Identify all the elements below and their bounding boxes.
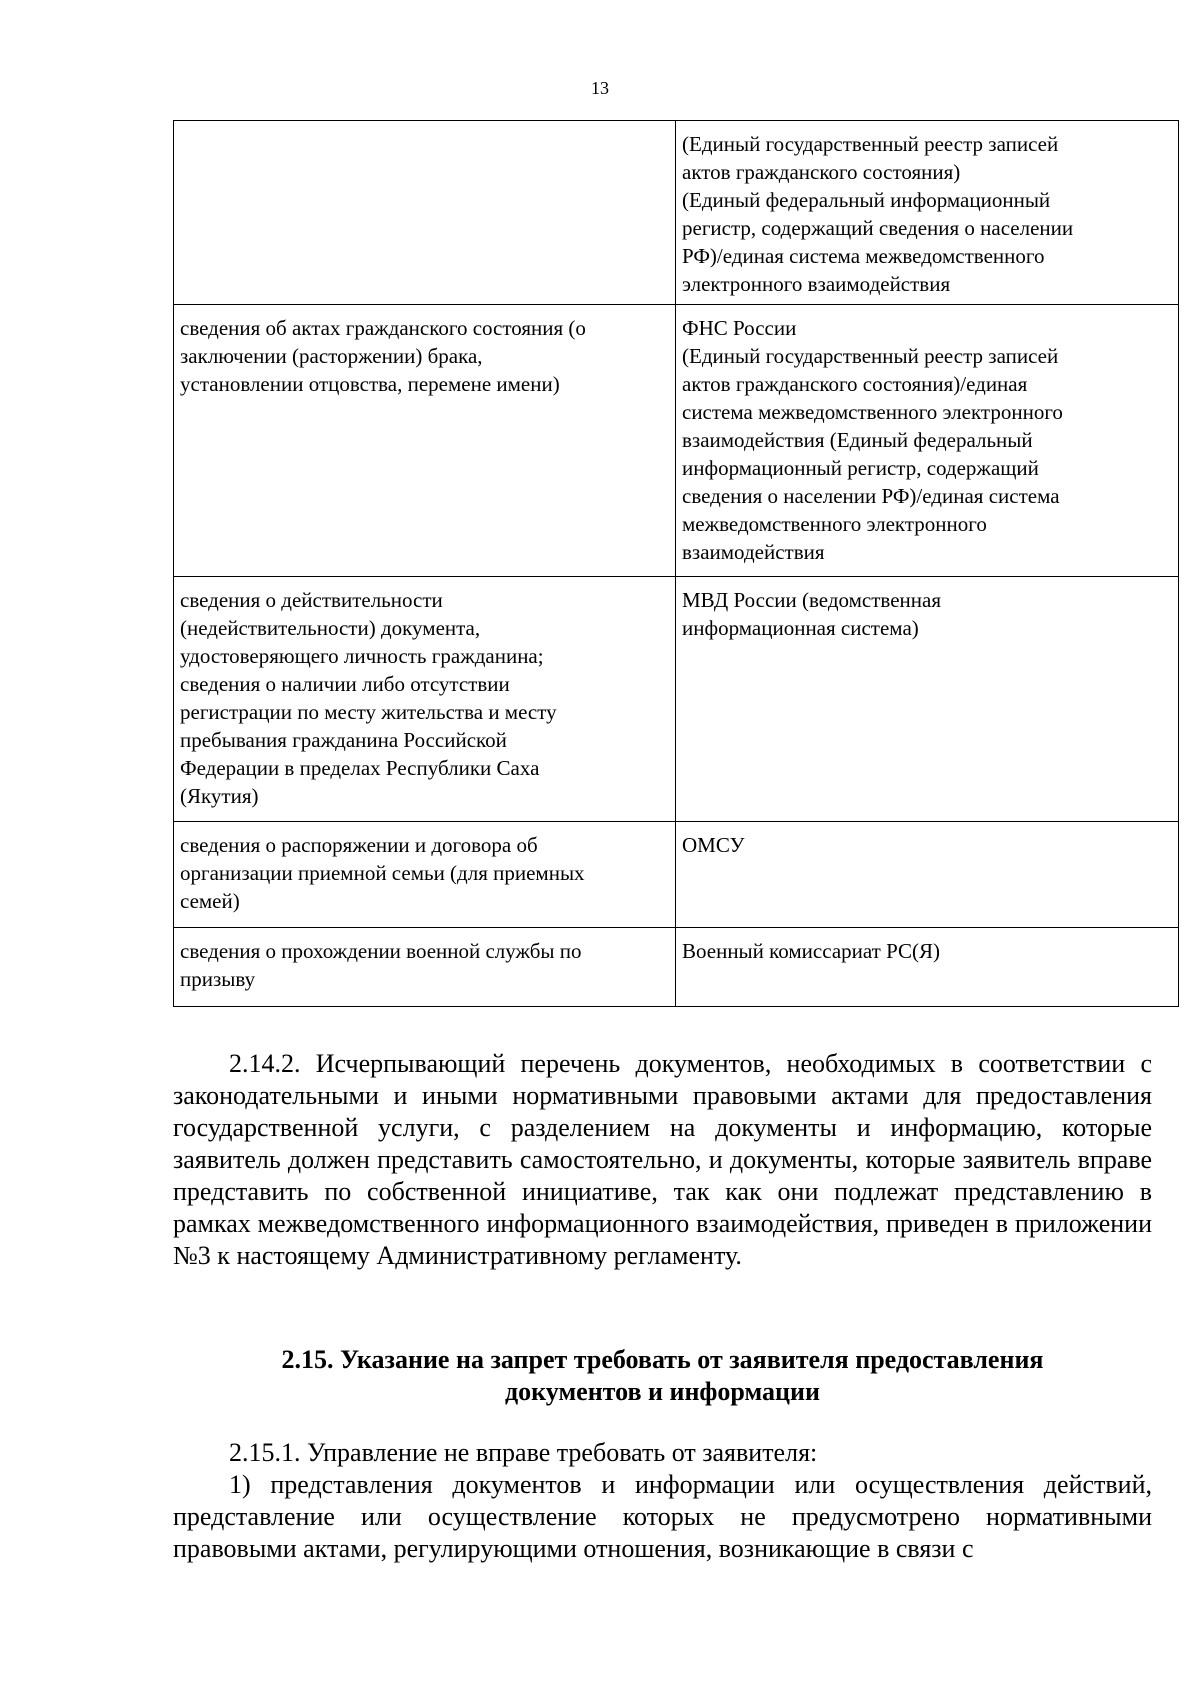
table-row xyxy=(174,822,1179,928)
table-cell-source xyxy=(676,822,1179,928)
page-number: 13 xyxy=(591,78,609,98)
cell-text-line: актов гражданского состояния)/единая xyxy=(682,372,1028,396)
cell-text-line: РФ)/единая система межведомственного xyxy=(682,244,1045,268)
cell-text-line: заключении (расторжении) брака, xyxy=(180,344,483,368)
cell-text-line: сведения о действительности xyxy=(180,588,443,612)
cell-text-line: семей) xyxy=(180,889,240,913)
table-cell-information xyxy=(174,121,676,305)
cell-text-line: система межведомственного электронного xyxy=(682,400,1063,424)
cell-text-line: регистрации по месту жительства и месту xyxy=(180,700,557,724)
table-cell-information xyxy=(174,577,676,822)
cell-text-line: электронного взаимодействия xyxy=(682,272,951,296)
cell-text-line: Военный комиссариат РС(Я) xyxy=(682,939,941,963)
table-row xyxy=(174,577,1179,822)
cell-text-line: ФНС России xyxy=(682,316,797,340)
cell-text-line: сведения о распоряжении и договора об xyxy=(180,833,538,857)
paragraph-2-15-1: 2.15.1. Управление не вправе требовать от заявителя: xyxy=(229,1438,818,1467)
table-row xyxy=(174,928,1179,1007)
cell-text-line: сведения о наличии либо отсутствии xyxy=(180,672,510,696)
paragraph-2-14-2: 2.14.2. Исчерпывающий перечень документов, необходимых в соответствии с законодательными и иными нормативными правовыми актами для предоставления государственной услуги, с разделением на документы и информацию, которые заявитель должен представить самостоятельно, и документы, которые заявитель вправе представить по собственной инициативе, так как они подлежат представлению в рамках межведомственного информационного взаимодействия, приведен в приложении №3 к настоящему Административному регламенту. xyxy=(173,1049,1152,1270)
cell-text-line: (Единый государственный реестр записей xyxy=(682,344,1059,368)
table-cell-source xyxy=(676,121,1179,305)
cell-text-line: сведения об актах гражданского состояния (о xyxy=(180,316,586,340)
heading-line-1: 2.15. Указание на запрет требовать от заявителя предоставления xyxy=(281,1345,1044,1374)
section-heading-2-15 xyxy=(173,1344,1152,1408)
cell-text-line: (недействительности) документа, xyxy=(180,616,481,640)
heading-line-2: документов и информации xyxy=(505,1377,820,1406)
cell-text-line: (Якутия) xyxy=(180,784,259,808)
table-cell-information xyxy=(174,822,676,928)
table-cell-information xyxy=(174,305,676,577)
table-cell-source xyxy=(676,928,1179,1007)
cell-text-line: Федерации в пределах Республики Саха xyxy=(180,756,540,780)
table-cell-source xyxy=(676,577,1179,822)
paragraph-2-15-1-item-1: 1) представления документов и информации или осуществления действий, представление или осуществление которых не предусмотрено нормативными правовыми актами, регулирующими отношения, возникающие в связи с xyxy=(173,1470,1152,1563)
cell-text-line: актов гражданского состояния) xyxy=(682,160,961,184)
cell-text-line: МВД России (ведомственная xyxy=(682,588,941,612)
table-row xyxy=(174,121,1179,305)
cell-text-line: (Единый федеральный информационный xyxy=(682,188,1051,212)
cell-text-line: сведения о прохождении военной службы по xyxy=(180,939,582,963)
cell-text-line: удостоверяющего личность гражданина; xyxy=(180,644,544,668)
section-2-14-2 xyxy=(173,1048,1152,1272)
cell-text-line: призыву xyxy=(180,967,256,991)
cell-text-line: взаимодействия xyxy=(682,540,825,564)
cell-text-line: организации приемной семьи (для приемных xyxy=(180,861,585,885)
table-row xyxy=(174,305,1179,577)
cell-text-line: ОМСУ xyxy=(682,833,745,857)
cell-text-line: (Единый государственный реестр записей xyxy=(682,132,1059,156)
cell-text-line: информационный регистр, содержащий xyxy=(682,456,1039,480)
table-cell-source xyxy=(676,305,1179,577)
data-sources-table xyxy=(173,120,1179,1007)
cell-text-line: межведомственного электронного xyxy=(682,512,987,536)
cell-text-line: информационная система) xyxy=(682,616,919,640)
cell-text-line: сведения о населении РФ)/единая система xyxy=(682,484,1060,508)
cell-text-line: регистр, содержащий сведения о населении xyxy=(682,216,1074,240)
section-2-15-1 xyxy=(173,1437,1152,1565)
cell-text-line: установлении отцовства, перемене имени) xyxy=(180,372,560,396)
table-cell-information xyxy=(174,928,676,1007)
cell-text-line: взаимодействия (Единый федеральный xyxy=(682,428,1033,452)
cell-text-line: пребывания гражданина Российской xyxy=(180,728,507,752)
